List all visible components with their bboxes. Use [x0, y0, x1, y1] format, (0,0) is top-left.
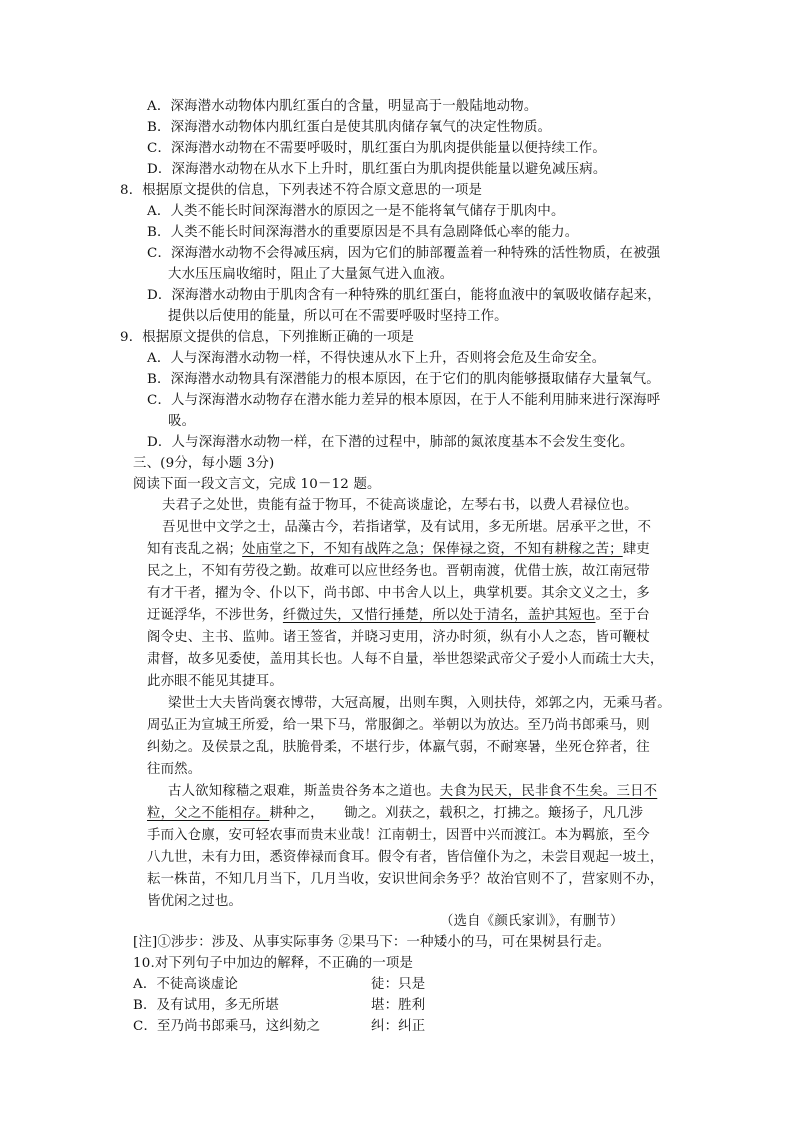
passage-p4-line6: 皆优闲之过也。 [147, 894, 243, 909]
passage-p3-line4: 往而然。 [147, 762, 202, 777]
passage-p1: 夫君子之处世，贵能有益于物耳，不徒高谈虚论，左琴右书，以费人君禄位也。 [162, 498, 638, 513]
q8-stem: 8．根据原文提供的信息，下列表述不符合原文意思的一项是 [120, 183, 483, 198]
passage-p4-line2 [147, 804, 643, 824]
q8-option-d-line2: 提供以后使用的能量，所以可在不需要呼吸时坚持工作。 [168, 309, 508, 324]
underlined-sentence: 夫食为民天，民非食不生矣。三日不 [439, 784, 658, 799]
q9-stem: 9．根据原文提供的信息，下列推断正确的一项是 [120, 330, 415, 345]
passage-p2-line8: 此亦眼不能见其捷耳。 [147, 674, 283, 689]
q9-option-c-line1: C．人与深海潜水动物存在潜水能力差异的根本原因，在于人不能利用肺来进行深海呼 [147, 393, 661, 408]
passage-p2-line6: 阁令史、主书、监帅。诸王签省，并晓习吏用，济办时须，纵有小人之态，皆可鞭杖 [147, 630, 650, 645]
section3-heading: 三、(9分，每小题 3分) [133, 456, 275, 471]
q8-option-b: B．人类不能长时间深海潜水的重要原因是不具有急剧降低心率的能力。 [147, 225, 579, 240]
passage-text: 知有丧乱之祸； [147, 542, 243, 557]
passage-p4-line5: 耘一株苗，不知几月当下，几月当收，安识世间余务乎？故治官则不了，营家则不办， [147, 872, 664, 887]
passage-text: 耕种之， 锄之。刈获之，载积之，打拂之。簸扬子，凡几涉 [269, 806, 644, 821]
passage-p2-line3: 民之上，不知有劳役之勤。故难可以应世经务也。晋朝南渡，优借士族，故江南冠带 [147, 564, 650, 579]
annotation-note: [注]①涉步：涉及、从事实际事务 ②果马下：一种矮小的马，可在果树县行走。 [133, 935, 611, 950]
q10-option-c: C．至乃尚书郎乘马，这纠劾之 [133, 1019, 321, 1034]
passage-p2-line4: 有才干者，擢为令、仆以下，尚书郎、中书舍人以上，典掌机要。其余文义之士，多 [147, 586, 650, 601]
q9-option-b: B．深海潜水动物具有深潜能力的根本原因，在于它们的肌肉能够摄取储存大量氧气。 [147, 372, 660, 387]
q8-option-c-line1: C．深海潜水动物不会得减压病，因为它们的肺部覆盖着一种特殊的活性物质，在被强 [147, 246, 661, 261]
underlined-sentence: 处庙堂之下，不知有战阵之急；保俸禄之资，不知有耕稼之苦； [242, 542, 623, 557]
q7-option-d: D．深海潜水动物在从水下上升时，肌红蛋白为肌肉提供能量以避免减压病。 [147, 162, 607, 177]
q7-option-b: B．深海潜水动物体内肌红蛋白是使其肌肉储存氧气的决定性物质。 [147, 120, 552, 135]
q10-option-c-gloss: 纠：纠正 [371, 1019, 426, 1034]
passage-text: 。至于台 [595, 608, 650, 623]
passage-p3-line2: 周弘正为宣城王所爱，给一果下马，常服御之。举朝以为放达。至乃尚书郎乘马，则 [147, 718, 650, 733]
passage-text: 肆吏 [622, 542, 650, 557]
passage-p2-line5 [147, 606, 650, 626]
q10-stem: 10.对下列句子中加边的解释，不正确的一项是 [133, 956, 414, 971]
passage-source: （选自《颜氏家训》，有删节） [440, 914, 624, 929]
q8-option-c-line2: 大水压压扁收缩时，阻止了大量氮气进入血液。 [168, 267, 454, 282]
q10-option-b-gloss: 堪：胜利 [371, 998, 426, 1013]
section3-instruction: 阅读下面一段文言文，完成 10－12 题。 [133, 477, 381, 492]
underlined-sentence: 纤微过失，又惜行捶楚，所以处于清名，盖护其短也 [282, 608, 596, 623]
q7-option-c: C．深海潜水动物在不需要呼吸时，肌红蛋白为肌肉提供能量以便持续工作。 [147, 141, 606, 156]
q8-option-d-line1: D．深海潜水动物由于肌肉含有一种特殊的肌红蛋白，能将血液中的氧吸收储存起来， [147, 288, 661, 303]
passage-p2-line1: 吾见世中文学之士，品藻古今，若指诸掌，及有试用，多无所堪。居承平之世，不 [162, 520, 652, 535]
q10-option-b: B．及有试用，多无所堪 [133, 998, 279, 1013]
underlined-sentence: 粒，父之不能相存。 [147, 806, 270, 821]
q9-option-d: D．人与深海潜水动物一样，在下潜的过程中，肺部的氮浓度基本不会发生变化。 [147, 435, 634, 450]
q10-option-a-gloss: 徒：只是 [371, 977, 426, 992]
q8-option-a: A．人类不能长时间深海潜水的原因之一是不能将氧气储存于肌肉中。 [147, 204, 565, 219]
passage-p4-line3: 手而入仓廪，安可轻农事而贵末业哉！江南朝士，因晋中兴而渡江。本为羁旅，至今 [147, 828, 650, 843]
passage-p2-line2 [147, 540, 650, 560]
passage-p3-line1: 梁世士大夫皆尚褒衣博带，大冠高履，出则车舆，入则扶侍，郊郭之内，无乘马者。 [168, 696, 671, 711]
q10-option-a: A．不徒高谈虚论 [133, 977, 239, 992]
passage-p2-line7: 肃督，故多见委使，盖用其长也。人每不自量，举世怨梁武帝父子爱小人而疏士大夫， [147, 652, 664, 667]
q9-option-a: A．人与深海潜水动物一样，不得快速从水下上升，否则将会危及生命安全。 [147, 351, 606, 366]
passage-text: 古人欲知稼穑之艰难，斯盖贵谷务本之道也。 [168, 784, 440, 799]
passage-text: 迂诞浮华，不涉世务， [147, 608, 283, 623]
q9-option-c-line2: 吸。 [168, 414, 196, 429]
passage-p3-line3: 纠劾之。及侯景之乱，肤脆骨柔，不堪行步，体羸气弱，不耐寒暑，坐死仓猝者，往 [147, 740, 650, 755]
q7-option-a: A．深海潜水动物体内肌红蛋白的含量，明显高于一般陆地动物。 [147, 99, 538, 114]
passage-p4-line4: 八九世，未有力田，悉资俸禄而食耳。假令有者，皆信僮仆为之，未尝目观起一坡土， [147, 850, 664, 865]
passage-p4-line1 [168, 782, 657, 802]
